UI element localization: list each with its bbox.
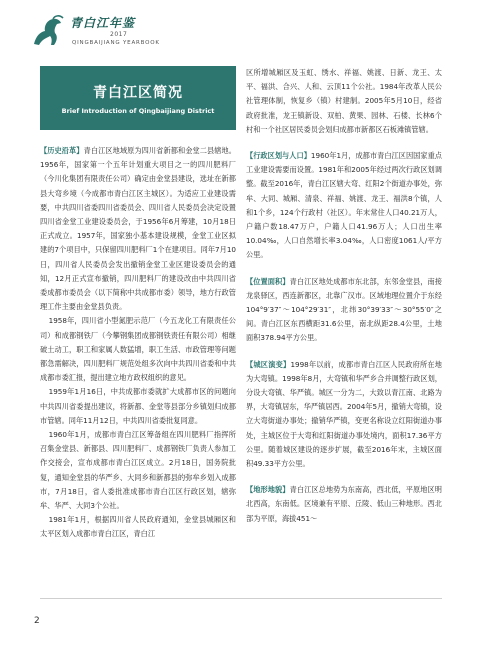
- right-column: [246, 66, 442, 526]
- admin-text: 1960年1月，成都市青白江区因国家重点工业建设需要而设置。1981年和2005年经过两次行政区划调整。截至2016年，青白江区辖大弯、红阳2个街道办事处，弥牟、大同、城厢、清泉、祥福、姚渡、龙王、福洪8个镇，人和1个乡，124个行政村（社区）。年末常住人口40.21万人，户籍户数18.47万户，户籍人口41.96万人；人口出生率10.04‰，人口自然增长率3.04‰，人口密度1061人/平方公里。: [246, 151, 442, 260]
- banner-subtitle: Brief Introduction of Qingbaijiang District: [61, 106, 215, 115]
- left-column: [40, 66, 236, 542]
- admin-paragraph: [246, 149, 442, 263]
- history-paragraph: [40, 144, 236, 314]
- history-paragraph-1981: 1981年1月，根据四川省人民政府通知，金堂县城厢区和太平区划入成都市青白江区，青白江: [40, 515, 236, 539]
- admin-label: 【行政区划与人口】: [246, 151, 311, 161]
- history-text: 青白江区地域原为四川省新都和金堂二县辖地。1956年，国家第一个五年计划重大项目之一的四川肥料厂（今川化集团有限责任公司）确定由金堂县建设，选址在新都县大弯乡境（今成都市青白江区主城区）。为适应工业建设需要，中共四川省委四川省委员会、四川省人民委员会决定设置四川省金堂工业建设委员会，于1956年6月筹建，10月18日正式成立。1957年，国家独小基本建设规模，金堂工业区拟建的7个项目中，只保留四川肥料厂1个在建项目。同年7月10日，四川省人民委员会发出撤销金堂工业区建设委员会的通知，12月正式宣布撤销，四川肥料厂的建设改由中共四川省委成都市委员会（以下简称中共成都市委）领导，地方行政管理工作主要由金堂县负责。: [40, 146, 236, 312]
- urban-paragraph: [246, 358, 442, 472]
- horse-logo-icon: [30, 14, 66, 48]
- landform-text: 青白江区总地势为东南高，西北低，平原地区明北西高，东南低。区境兼有平原、丘陵、低山三种地形。西北部为平原，海拔451～: [246, 485, 442, 523]
- book-title: 青白江年鉴: [70, 16, 136, 30]
- footer-divider: [40, 598, 442, 599]
- page-number: 2: [34, 616, 40, 626]
- history-paragraph-1960: 1960年1月，成都市青白江区筹备组在四川肥料厂指挥所召集金堂县、新都县、四川肥料厂、成都钢铁厂负责人参加工作交接会，宣布成都市青白江区成立。2月18日，国务院批复，通知金堂县的华严乡、大同乡和新都县的弥牟乡划入成都市，7月18日，省人委批准成都市青白江区行政区划，辖弥牟、华严、大同3个公社。: [40, 430, 236, 511]
- banner-title: 青白江区简况: [93, 84, 183, 101]
- location-label: 【位置面积】: [246, 276, 290, 286]
- history-label: 【历史沿革】: [40, 146, 84, 155]
- urban-text: 1998年以前，成都市青白江区人民政府所在地为大弯镇。1998年8月，大弯镇和华严乡合并调整行政区划，分设大弯镇、华严镇。城区一分为二，大致以青江南、北路为界，大弯镇居东，华严镇居西。2004年5月，撤销大弯镇，设立大弯街道办事处；撤销华严镇，变更名称设立红阳街道办事处，主城区位于大弯和红阳街道办事处境内，面积17.36平方公里。随着城区建设的逐步扩展，截至2016年末，主城区面积49.33平方公里。: [246, 359, 442, 469]
- history-paragraph-1958: 1958年，四川省小型氮肥示范厂（今五龙化工有限责任公司）和成都钢铁厂（今攀钢集团成都钢铁责任有限公司）相继破土动工，职工和家属人数猛增，职工生活、市政管理等问题都急需解决，四川肥料厂规范处组多次向中共四川省委和中共成都市委汇报，提出建立地方政权组织的意见。: [40, 316, 236, 383]
- location-paragraph: [246, 275, 442, 346]
- page-header: [0, 0, 480, 60]
- location-text: 青白江区地处成都市东北部，东邻金堂县，南接龙泉驿区，西连新都区，北靠广汉市。区域地理位置介于东经104°9′37″～104°29′31″，北纬30°39′33″～30°55′0″之间。青白江区东西横距31.6公里，南北纵距28.4公里，土地面积378.94平方公里。: [246, 276, 442, 343]
- landform-label: 【地形地貌】: [246, 485, 290, 495]
- history-continued: 区所增城厢区及玉虹、绣水、祥福、姚渡、日新、龙王、太平、福洪、合兴、人和、云顶11个公社。1984年改革人民公社管理体制，恢复乡（镇）村建制。2005年5月10日，经省政府批准，龙王镇新设、双柏、黄果、园林、石楼、长林6个村和一个社区居民委员会划归成都市新都区石板滩镇管辖。: [246, 68, 442, 134]
- landform-paragraph: [246, 483, 442, 526]
- urban-label: 【城区演变】: [246, 359, 291, 369]
- title-banner: [40, 66, 236, 130]
- book-year: 2017: [110, 31, 128, 38]
- history-paragraph-1959: 1959年1月16日，中共成都市委就扩大成都市区的问题向中共四川省委提出建议，将新都、金堂等县部分乡镇划归成都市管辖。同年11月12日，中共四川省委批复同意。: [40, 387, 236, 425]
- book-subtitle: QINGBAIJIANG YEARBOOK: [72, 40, 160, 46]
